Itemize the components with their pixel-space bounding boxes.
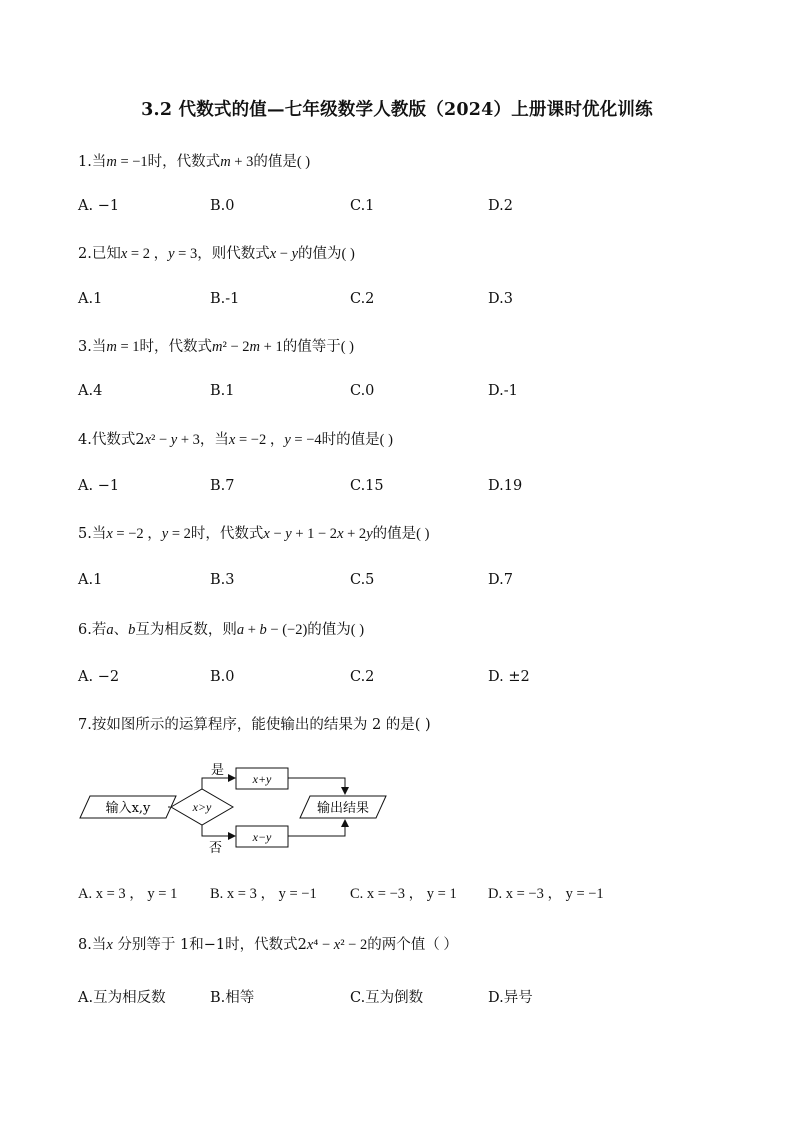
option-c[interactable]: C.1 (350, 198, 375, 214)
option-c[interactable]: C.0 (350, 383, 375, 399)
option-c[interactable]: C.2 (350, 669, 375, 685)
option-c[interactable]: C.互为倒数 (350, 990, 424, 1006)
option-a[interactable]: A.互为相反数 (78, 990, 166, 1006)
option-b[interactable]: B.3 (210, 572, 235, 588)
option-b[interactable]: B.7 (210, 478, 235, 494)
question-3: 3.当m = 1时，代数式m² − 2m + 1的值等于( ) (78, 339, 354, 355)
option-a[interactable]: A. −1 (78, 478, 120, 494)
option-b[interactable]: B.0 (210, 198, 235, 214)
flowchart-no-box-label: x−y (252, 830, 272, 844)
option-d[interactable]: D.7 (488, 572, 513, 588)
option-c[interactable]: C.2 (350, 291, 375, 307)
question-8: 8.当x 分别等于 1和−1时，代数式2x⁴ − x² − 2的两个值（ ） (78, 937, 458, 953)
option-d[interactable]: D.异号 (488, 990, 533, 1006)
flowchart-no-label: 否 (209, 841, 223, 856)
flowchart-yes-box-label: x+y (252, 772, 272, 786)
flowchart-output-label: 输出结果 (316, 801, 370, 816)
option-d[interactable]: D.2 (488, 198, 513, 214)
question-6: 6.若a、b互为相反数，则a + b − (−2)的值为( ) (78, 622, 365, 638)
option-c[interactable]: C.5 (350, 572, 375, 588)
option-a[interactable]: A. −2 (78, 669, 120, 685)
question-5: 5.当x = −2 ，y = 2时，代数式x − y + 1 − 2x + 2y的值是( ) (78, 526, 430, 542)
flowchart-condition-label: x>y (192, 800, 212, 814)
option-b[interactable]: B.1 (210, 383, 235, 399)
question-4: 4.代数式2x² − y + 3，当x = −2 ，y = −4时的值是( ) (78, 432, 393, 448)
flowchart-yes-label: 是 (211, 763, 225, 778)
page-title: 3.2 代数式的值—七年级数学人教版（2024）上册课时优化训练 (141, 100, 653, 120)
option-a[interactable]: A. x = 3 ， y = 1 (78, 886, 178, 902)
option-b[interactable]: B.0 (210, 669, 235, 685)
option-d[interactable]: D.-1 (488, 383, 518, 399)
option-c[interactable]: C.15 (350, 478, 384, 494)
option-d[interactable]: D.19 (488, 478, 523, 494)
option-c[interactable]: C. x = −3 ， y = 1 (350, 886, 457, 902)
option-b[interactable]: B.相等 (210, 990, 255, 1006)
flowchart (78, 758, 408, 858)
question-1: 1.当m = −1时，代数式m + 3的值是( ) (78, 154, 311, 170)
option-d[interactable]: D. ±2 (488, 669, 530, 685)
option-d[interactable]: D.3 (488, 291, 513, 307)
option-b[interactable]: B. x = 3 ， y = −1 (210, 886, 317, 902)
flowchart-input-label: 输入x,y (105, 801, 151, 816)
option-a[interactable]: A.1 (78, 572, 103, 588)
option-a[interactable]: A. −1 (78, 198, 120, 214)
option-b[interactable]: B.-1 (210, 291, 240, 307)
option-d[interactable]: D. x = −3 ， y = −1 (488, 886, 604, 902)
question-7: 7.按如图所示的运算程序，能使输出的结果为 2 的是( ) (78, 717, 431, 733)
option-a[interactable]: A.4 (78, 383, 103, 399)
option-a[interactable]: A.1 (78, 291, 103, 307)
question-2: 2.已知x = 2 ，y = 3，则代数式x − y的值为( ) (78, 246, 355, 262)
